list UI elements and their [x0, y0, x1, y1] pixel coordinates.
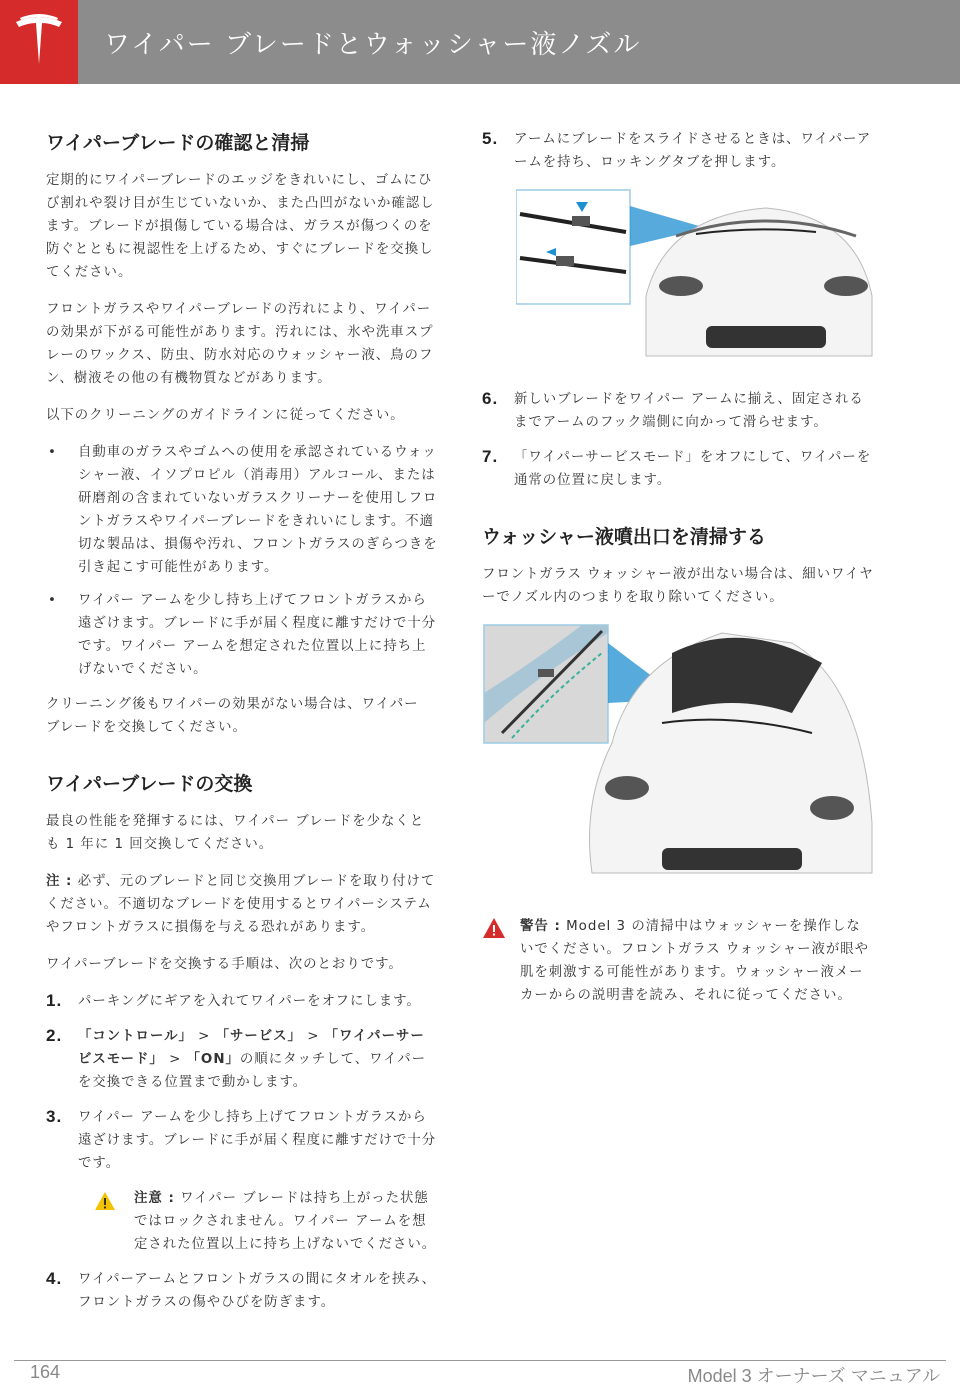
step-number: 2. — [46, 1026, 63, 1045]
step-number: 6. — [482, 389, 499, 408]
paragraph: フロントガラス ウォッシャー液が出ない場合は、細いワイヤーでノズル内のつまりを取り除いてください。 — [482, 567, 874, 605]
menu-path-service: 「サービス」 — [215, 1029, 302, 1044]
step-text: の順にタッチして、ワイパーを交換できる位置まで動かします。 — [78, 1052, 427, 1090]
paragraph: 最良の性能を発揮するには、ワイパー ブレードを少なくとも 1 年に 1 回交換してください。 — [46, 814, 425, 852]
note-label: 注 : — [46, 874, 73, 889]
step-item — [46, 1106, 438, 1175]
step-number: 3. — [46, 1107, 63, 1126]
note — [46, 870, 438, 939]
menu-path-separator: > — [163, 1052, 187, 1067]
page-header — [0, 0, 960, 84]
step-item — [482, 128, 874, 174]
note-text: 必ず、元のブレードと同じ交換用ブレードを取り付けてください。不適切なブレードを使用するとワイパーシステムやフロントガラスに損傷を与える恐れがあります。 — [46, 874, 436, 935]
step-number: 4. — [46, 1269, 63, 1288]
step-text: パーキングにギアを入れてワイパーをオフにします。 — [78, 994, 421, 1009]
tesla-logo-icon — [12, 14, 66, 70]
wiper-blade-figure — [516, 186, 874, 370]
step-item — [46, 990, 438, 1013]
paragraph: フロントガラスやワイパーブレードの汚れにより、ワイパーの効果が下がる可能性があります。汚れには、氷や洗車スプレーのワックス、防虫、防水対応のウォッシャー液、鳥のフン、樹液その他の有機物質などがあります。 — [46, 302, 434, 386]
footer-divider — [14, 1360, 946, 1361]
step-number: 7. — [482, 447, 499, 466]
page-title: ワイパー ブレードとウォッシャー液ノズル — [104, 30, 642, 60]
paragraph: クリーニング後もワイパーの効果がない場合は、ワイパー ブレードを交換してください。 — [46, 697, 419, 735]
menu-path-controls: 「コントロール」 — [78, 1029, 193, 1044]
step-item — [482, 446, 874, 492]
tesla-logo — [0, 0, 78, 84]
caution-text: ワイパー ブレードは持ち上がった状態ではロックされません。ワイパー アームを想定された位置以上に持ち上げないでください。 — [134, 1191, 437, 1252]
footer-manual-title: Model 3 オーナーズ マニュアル — [687, 1366, 940, 1386]
left-column — [46, 128, 438, 1326]
paragraph: 定期的にワイパーブレードのエッジをきれいにし、ゴムにひび割れや裂け目が生じていないか、また凸凹がないか確認します。ブレードが損傷している場合は、ガラスが傷つくのを防ぐとともに視認性を上げるため、すぐにブレードを交換してください。 — [46, 173, 435, 280]
section-heading-replace: ワイパーブレードの交換 — [46, 773, 253, 795]
step-number: 1. — [46, 991, 63, 1010]
step-item — [46, 1268, 438, 1314]
paragraph: 以下のクリーニングのガイドラインに従ってください。 — [46, 408, 405, 423]
step-text: 「ワイパーサービスモード」をオフにして、ワイパーを通常の位置に戻します。 — [514, 450, 872, 488]
warning-label: 警告 : — [520, 919, 561, 934]
caution-icon — [94, 1191, 116, 1211]
step-text: 新しいブレードをワイパー アームに揃え、固定されるまでアームのフック端側に向かって滑らせます。 — [514, 392, 864, 430]
menu-path-separator: > — [301, 1029, 325, 1044]
caution-label: 注意 : — [134, 1191, 175, 1206]
paragraph: ワイパーブレードを交換する手順は、次のとおりです。 — [46, 957, 403, 972]
warning-icon — [482, 917, 506, 939]
washer-nozzle-illustration — [482, 623, 874, 893]
washer-nozzle-figure — [482, 623, 874, 897]
menu-path-separator: > — [192, 1029, 216, 1044]
section-heading-washer: ウォッシャー液噴出口を清掃する — [482, 526, 766, 548]
warning-text: Model 3 の清掃中はウォッシャーを操作しないでください。フロントガラス ウォッシャー液が眼や肌を刺激する可能性があります。ウォッシャー液メーカーからの説明書を読み、それに従ってください。 — [520, 919, 870, 1003]
guideline-list — [46, 441, 438, 681]
step-text: アームにブレードをスライドさせるときは、ワイパーアームを持ち、ロッキングタブを押します。 — [514, 132, 872, 170]
warning-box — [482, 915, 874, 1007]
step-item — [46, 1025, 438, 1094]
step-number: 5. — [482, 129, 499, 148]
list-item: • 自動車のガラスやゴムへの使用を承認されているウォッシャー液、イソプロピル（消毒用）アルコール、または研磨剤の含まれていないガラスクリーナーを使用しフロントガラスやワイパーブレードをきれいにします。不適切な製品は、損傷や汚れ、フロントガラスのぎらつきを引き起こす可能性があります。 — [46, 441, 438, 579]
menu-path-on: 「ON」 — [186, 1052, 240, 1067]
wiper-blade-illustration — [516, 186, 874, 366]
page-number: 164 — [30, 1362, 61, 1382]
step-item — [482, 388, 874, 434]
list-item: • ワイパー アームを少し持ち上げてフロントガラスから遠ざけます。ブレードに手が届く程度に離すだけで十分です。ワイパー アームを想定された位置以上に持ち上げないでください。 — [46, 589, 438, 681]
step-text: ワイパーアームとフロントガラスの間にタオルを挟み、フロントガラスの傷やひびを防ぎます。 — [78, 1272, 437, 1310]
section-heading-inspect: ワイパーブレードの確認と清掃 — [46, 132, 310, 154]
menu-path-wiper-mode: 「ワイパーサービスモード」 — [78, 1029, 425, 1067]
step-text: ワイパー アームを少し持ち上げてフロントガラスから遠ざけます。ブレードに手が届く程度に離すだけで十分です。 — [78, 1110, 437, 1171]
caution-box — [82, 1187, 438, 1256]
right-column — [482, 128, 874, 1007]
